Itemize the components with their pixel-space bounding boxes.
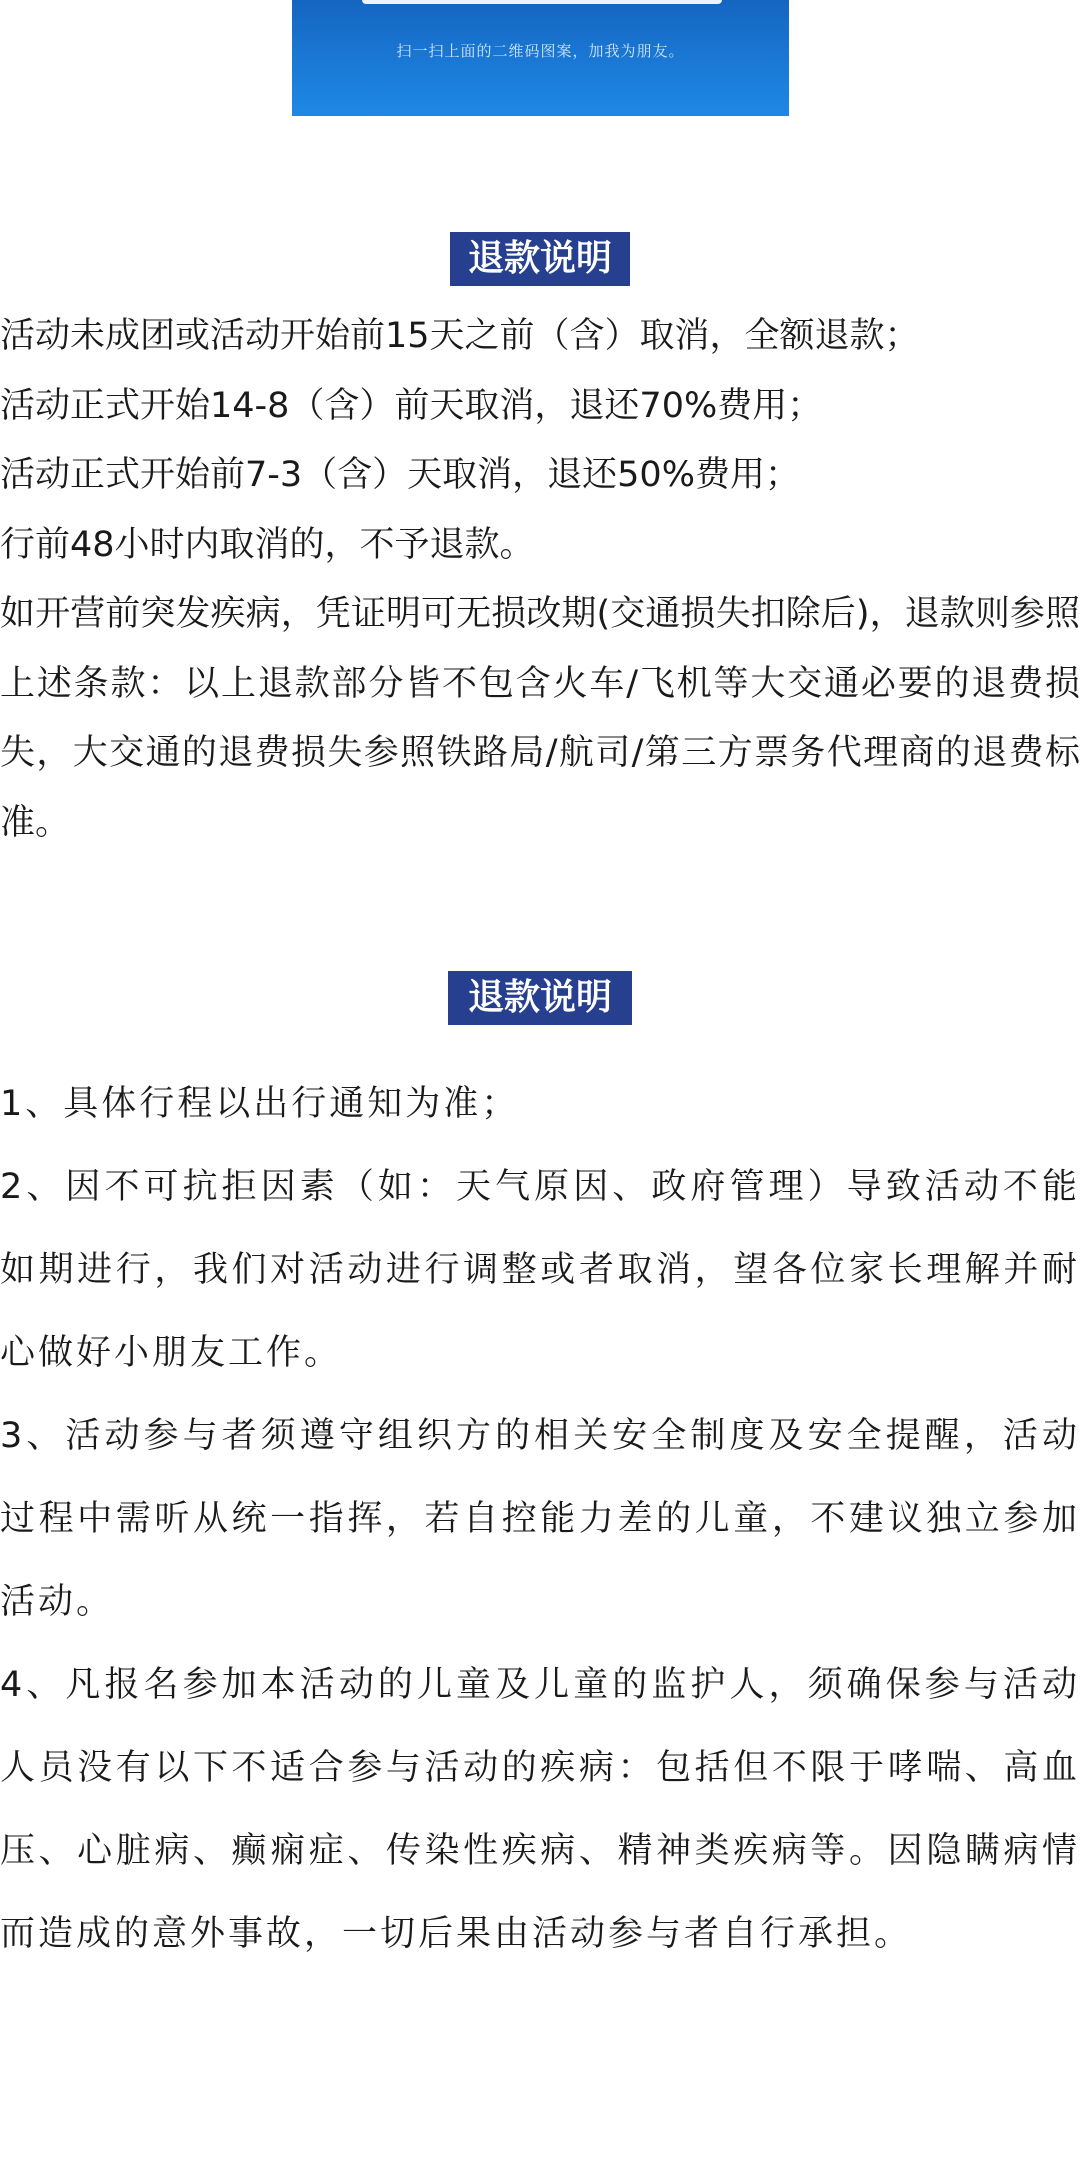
refund-policy-text <box>0 302 1080 858</box>
banner-title-fragment <box>362 0 722 4</box>
notice-item: 3、活动参与者须遵守组织方的相关安全制度及安全提醒，活动过程中需听从统一指挥，若自控能力差的儿童，不建议独立参加活动。 <box>0 1416 1080 1622</box>
notice-list <box>0 1063 1080 1976</box>
refund-line: 活动正式开始前7-3（含）天取消，退还50%费用； <box>0 455 800 495</box>
qr-banner <box>292 0 789 116</box>
notice-item: 2、因不可抗拒因素（如：天气原因、政府管理）导致活动不能如期进行，我们对活动进行调整或者取消，望各位家长理解并耐心做好小朋友工作。 <box>0 1167 1080 1373</box>
refund-line: 行前48小时内取消的，不予退款。 <box>0 524 535 565</box>
refund-line: 活动未成团或活动开始前15天之前（含）取消，全额退款； <box>0 316 920 356</box>
notice-section-title: 退款说明 <box>448 971 632 1025</box>
refund-line: 活动正式开始14-8（含）前天取消，退还70%费用； <box>0 385 823 426</box>
refund-section-title: 退款说明 <box>450 232 630 286</box>
banner-caption: 扫一扫上面的二维码图案，加我为朋友。 <box>396 42 685 60</box>
notice-item: 4、凡报名参加本活动的儿童及儿童的监护人，须确保参与活动人员没有以下不适合参与活动的疾病：包括但不限于哮喘、高血压、心脏病、癫痫症、传染性疾病、精神类疾病等。因隐瞒病情而造成的意外事故，一切后果由活动参与者自行承担。 <box>0 1665 1080 1954</box>
refund-line: 如开营前突发疾病，凭证明可无损改期(交通损失扣除后)，退款则参照上述条款：以上退款部分皆不包含火车/飞机等大交通必要的退费损失，大交通的退费损失参照铁路局/航司/第三方票务代理商的退费标准。 <box>0 594 1080 843</box>
notice-item: 1、具体行程以出行通知为准； <box>0 1084 520 1124</box>
